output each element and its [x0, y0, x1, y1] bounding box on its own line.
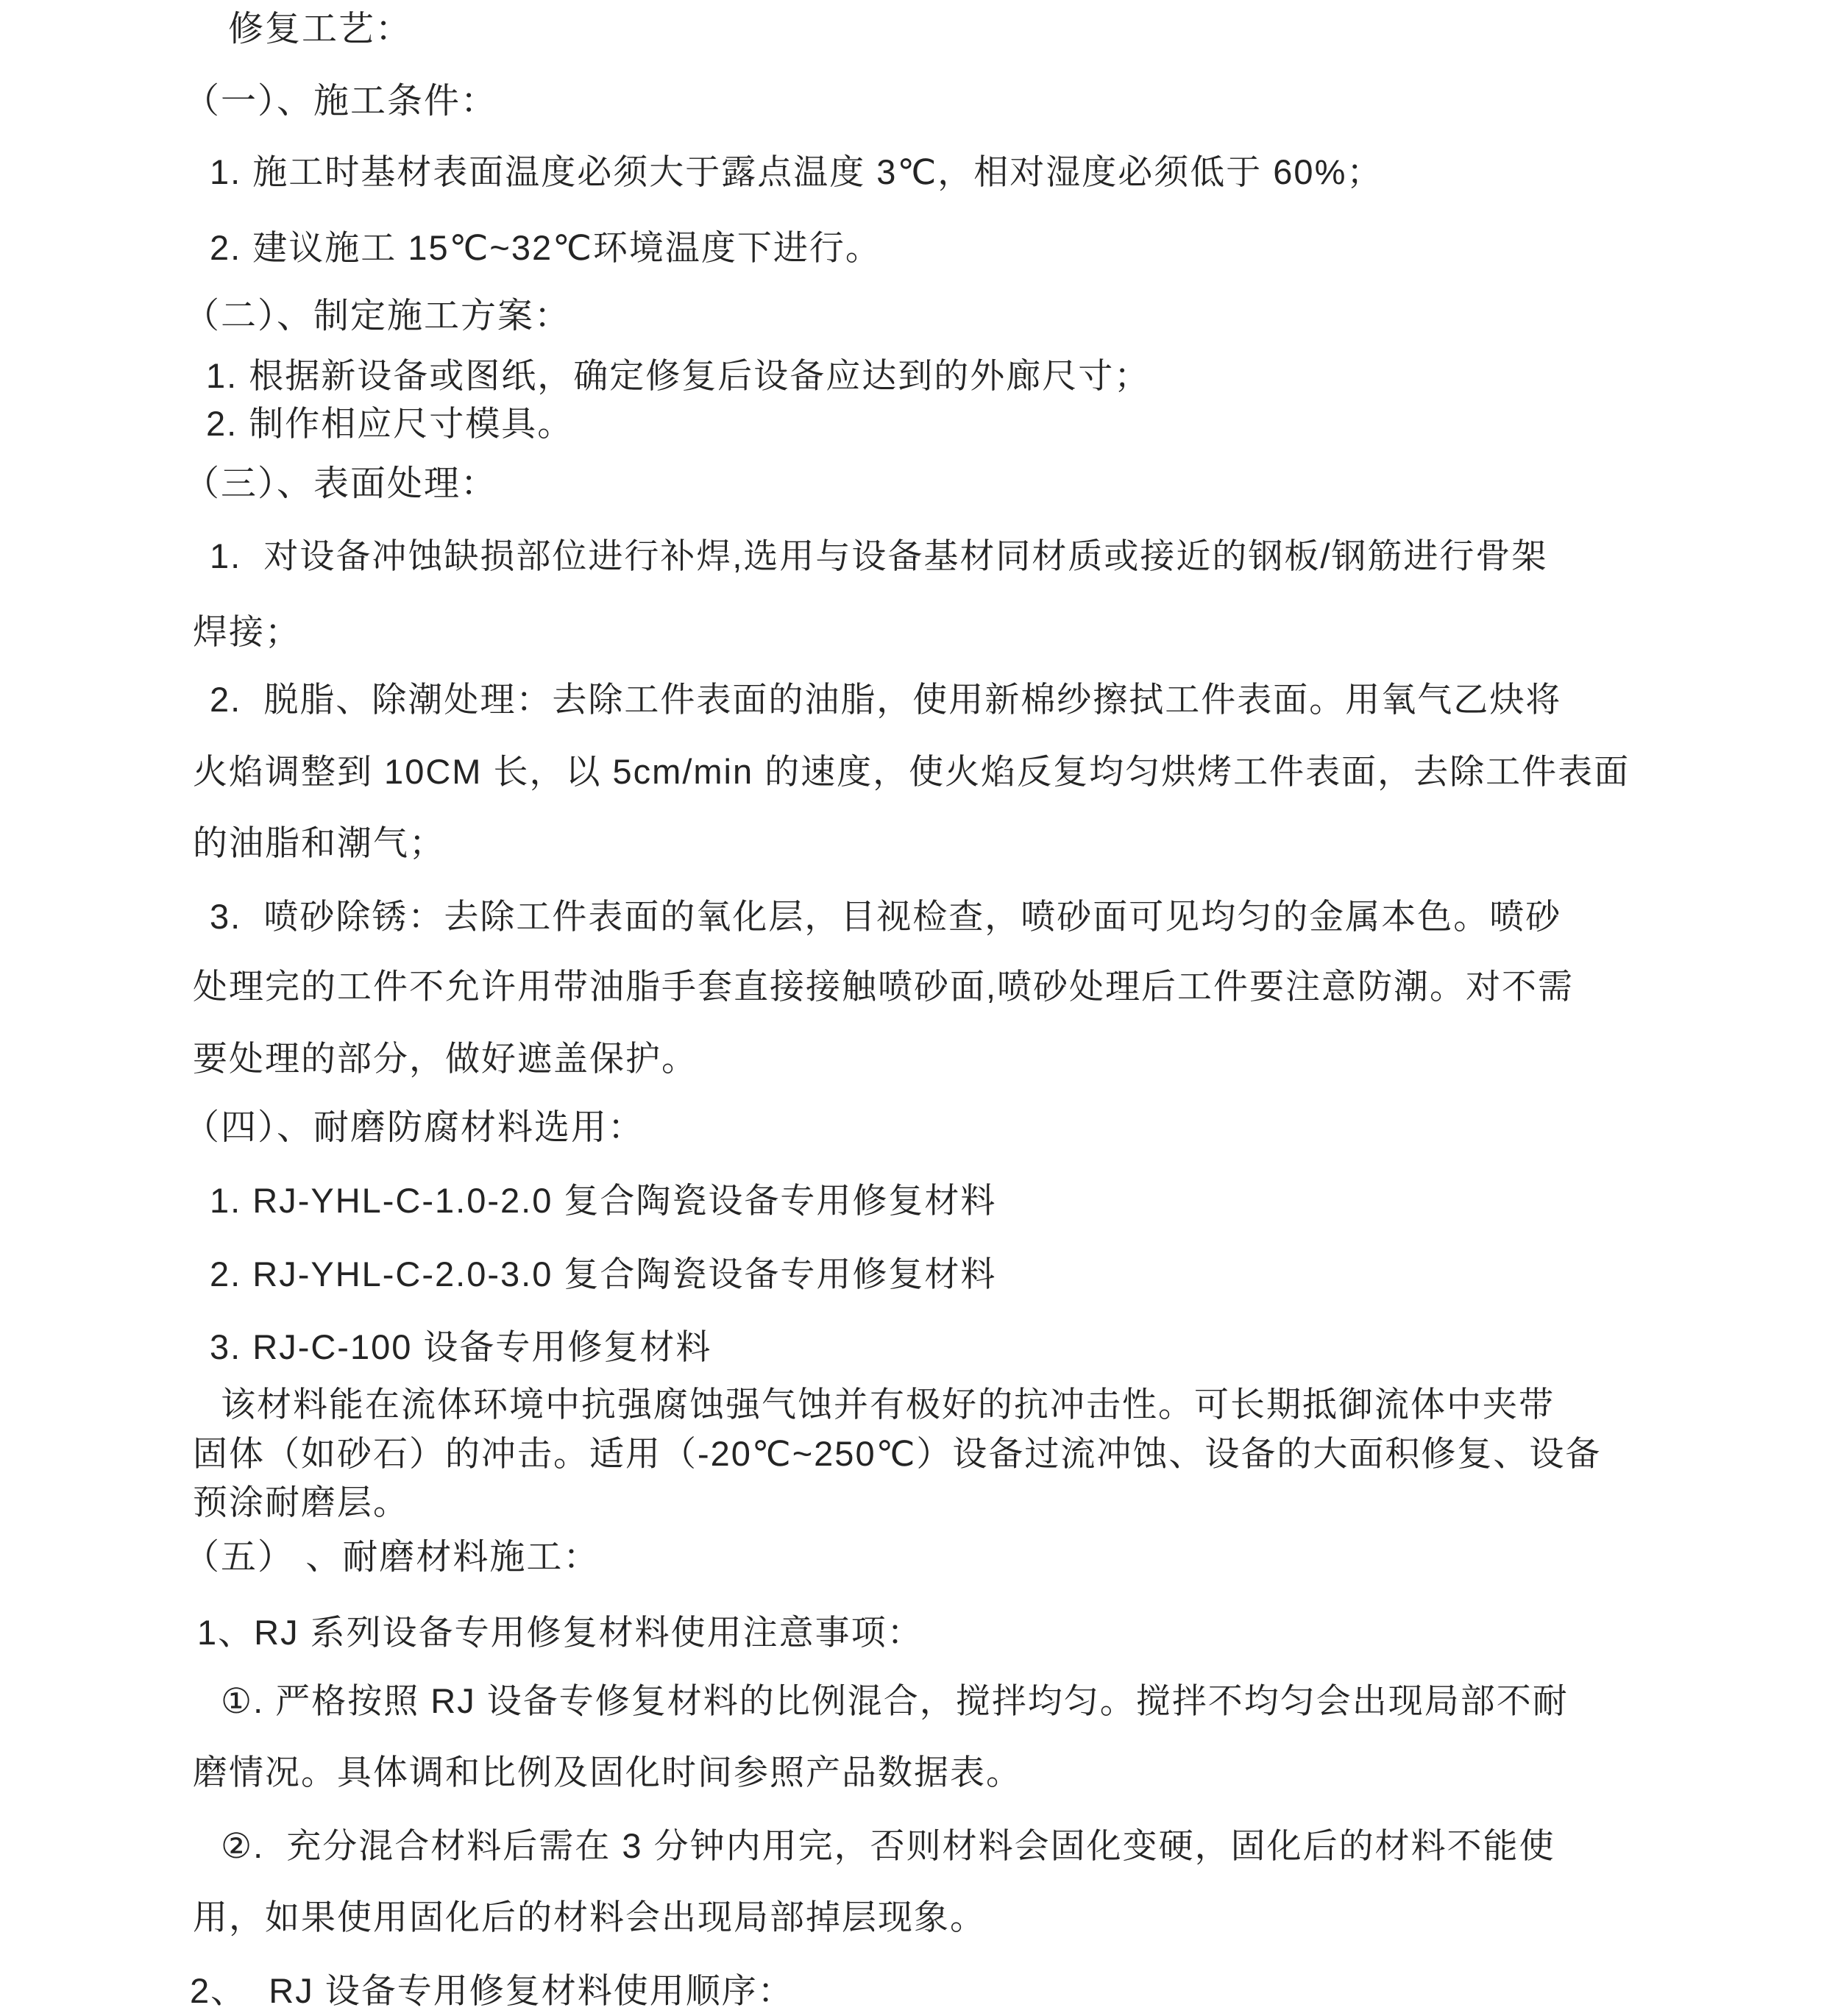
list-item-circled-2: ②. 充分混合材料后需在 3 分钟内用完，否则材料会固化变硬，固化后的材料不能使	[221, 1826, 1555, 1865]
section-heading-5: （五） 、耐磨材料施工：	[184, 1538, 600, 1577]
paragraph-line: 预涂耐磨层。	[193, 1483, 409, 1522]
section-heading-3: （三）、表面处理：	[184, 464, 498, 503]
paragraph-line: 该材料能在流体环境中抗强腐蚀强气蚀并有极好的抗冲击性。可长期抵御流体中夹带	[221, 1385, 1555, 1424]
paragraph-line: 处理完的工件不允许用带油脂手套直接接触喷砂面,喷砂处理后工件要注意防潮。对不需	[193, 967, 1575, 1006]
doc-title: 修复工艺：	[228, 10, 413, 49]
list-item-circled-1: ①. 严格按照 RJ 设备专修复材料的比例混合，搅拌均匀。搅拌不均匀会出现局部不耐	[221, 1681, 1569, 1720]
list-item: 2. 脱脂、除潮处理：去除工件表面的油脂，使用新棉纱擦拭工件表面。用氧气乙炔将	[210, 680, 1562, 719]
list-item-material-2: 2. RJ-YHL-C-2.0-3.0 复合陶瓷设备专用修复材料	[210, 1254, 997, 1293]
paragraph-line: 固体（如砂石）的冲击。适用（-20℃~250℃）设备过流冲蚀、设备的大面积修复、设备	[193, 1434, 1602, 1473]
list-item-material-1: 1. RJ-YHL-C-1.0-2.0 复合陶瓷设备专用修复材料	[210, 1181, 997, 1220]
paragraph-line: 焊接；	[193, 612, 301, 651]
section-heading-2: （二）、制定施工方案：	[184, 297, 572, 336]
list-item: 2、 RJ 设备专用修复材料使用顺序：	[190, 1971, 794, 2010]
list-item: 1. 施工时基材表面温度必须大于露点温度 3℃，相对湿度必须低于 60%；	[210, 152, 1383, 191]
paragraph-line: 磨情况。具体调和比例及固化时间参照产品数据表。	[193, 1753, 1022, 1792]
section-heading-4: （四）、耐磨防腐材料选用：	[184, 1108, 645, 1147]
list-item: 2. 建议施工 15℃~32℃环境温度下进行。	[210, 228, 881, 267]
paragraph-line: 的油脂和潮气；	[193, 823, 445, 862]
list-item: 1. 根据新设备或图纸，确定修复后设备应达到的外廊尺寸；	[206, 356, 1151, 395]
section-heading-1: （一）、施工条件：	[184, 82, 498, 121]
list-item: 2. 制作相应尺寸模具。	[206, 404, 574, 443]
paragraph-line: 用，如果使用固化后的材料会出现局部掉层现象。	[193, 1898, 986, 1937]
list-item-material-3: 3. RJ-C-100 设备专用修复材料	[210, 1327, 712, 1366]
list-item: 1、RJ 系列设备专用修复材料使用注意事项：	[197, 1613, 923, 1652]
list-item: 3. 喷砂除锈：去除工件表面的氧化层，目视检查，喷砂面可见均匀的金属本色。喷砂	[210, 897, 1562, 936]
list-item: 1. 对设备冲蚀缺损部位进行补焊,选用与设备基材同材质或接近的钢板/钢筋进行骨架	[210, 536, 1548, 575]
paragraph-line: 要处理的部分，做好遮盖保护。	[193, 1039, 698, 1078]
paragraph-line: 火焰调整到 10CM 长，以 5cm/min 的速度，使火焰反复均匀烘烤工件表面，去除工件表面	[193, 752, 1630, 791]
